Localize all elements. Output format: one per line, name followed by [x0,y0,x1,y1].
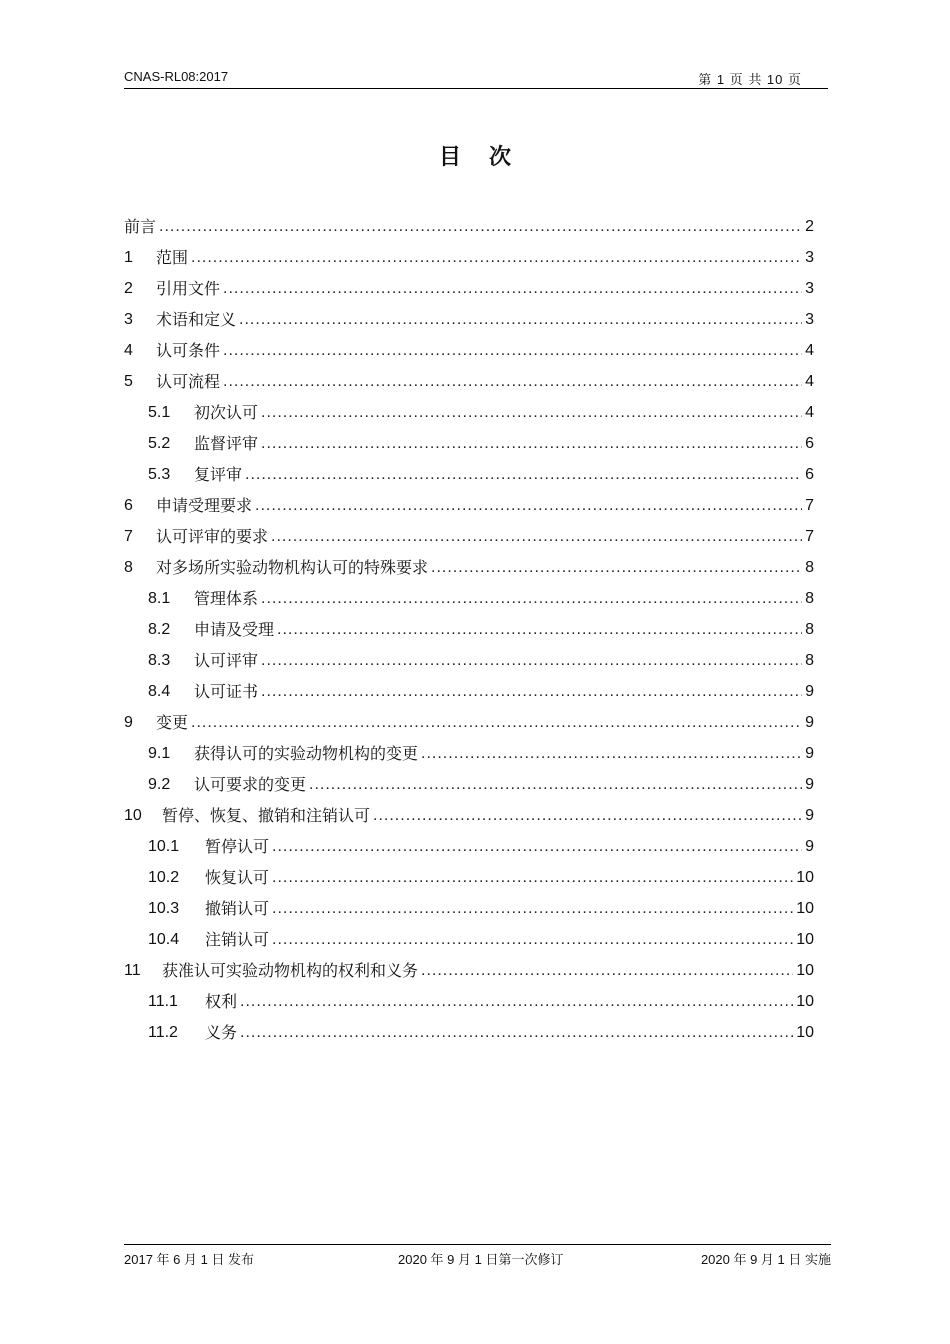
effective-date: 2020 年 9 月 1 日 实施 [700,1252,831,1267]
toc-entry-title: 暂停、恢复、撤销和注销认可 [162,806,371,825]
toc-entry[interactable] [124,888,814,919]
toc-entry-number: 11.1 [148,993,178,1010]
toc-entry-page: 10 [796,869,814,886]
toc-entry-page: 8 [805,621,814,638]
toc-leader-dots [255,496,802,516]
toc-leader-dots [272,837,802,857]
toc-entry[interactable] [124,516,814,547]
toc-entry[interactable] [124,795,814,826]
toc-leader-dots [261,403,802,423]
toc-leader-dots [272,899,793,919]
toc-entry-number: 8.3 [148,652,171,669]
toc-leader-dots [261,434,802,454]
toc-entry[interactable] [124,330,814,361]
toc-entry-number: 6 [124,497,133,514]
toc-entry-page: 4 [805,373,814,390]
toc-leader-dots [271,527,802,547]
toc-entry-page: 4 [805,342,814,359]
toc-entry-number: 2 [124,280,133,297]
toc-entry[interactable] [124,299,814,330]
document-code: CNAS-RL08:2017 [124,69,229,84]
toc-entry-title: 初次认可 [194,403,259,422]
toc-entry-page: 9 [805,807,814,824]
toc-entry-title: 对多场所实验动物机构认可的特殊要求 [156,558,429,577]
toc-leader-dots [431,558,802,578]
toc-leader-dots [239,310,802,330]
toc-entry[interactable] [124,423,814,454]
toc-entry-page: 9 [805,776,814,793]
toc-title: 目次 [438,145,539,170]
toc-entry-title: 引用文件 [156,279,221,298]
toc-leader-dots [240,992,793,1012]
toc-entry-number: 10.4 [148,931,180,948]
toc-leader-dots [223,279,802,299]
toc-entry-title: 恢复认可 [205,868,270,887]
toc-leader-dots [261,651,802,671]
toc-entry-number: 11 [124,962,141,979]
toc-entry-number: 10.1 [148,838,180,855]
toc-entry-title: 注销认可 [205,930,270,949]
toc-entry-page: 10 [796,962,814,979]
toc-entry-page: 10 [796,900,814,917]
toc-entry[interactable] [124,857,814,888]
toc-entry-page: 7 [805,528,814,545]
toc-entry-page: 8 [805,559,814,576]
toc-entry-number: 10.2 [148,869,180,886]
table-of-contents [124,206,814,1043]
toc-entry-number: 8.2 [148,621,171,638]
toc-entry-page: 4 [805,404,814,421]
toc-entry-title: 认可评审 [194,651,259,670]
toc-entry[interactable] [124,764,814,795]
toc-entry-page: 6 [805,435,814,452]
toc-entry-number: 5.2 [148,435,171,452]
toc-entry-title: 获得认可的实验动物机构的变更 [194,744,419,763]
toc-entry-number: 7 [124,528,133,545]
toc-entry[interactable] [124,950,814,981]
toc-entry-title: 撤销认可 [205,899,270,918]
toc-entry-title: 管理体系 [194,589,259,608]
toc-leader-dots [272,868,793,888]
toc-entry[interactable] [124,361,814,392]
toc-leader-dots [421,744,802,764]
toc-entry-page: 9 [805,838,814,855]
toc-leader-dots [309,775,802,795]
toc-entry[interactable] [124,485,814,516]
toc-entry-title: 复评审 [194,465,243,484]
toc-entry-title: 暂停认可 [205,837,270,856]
toc-entry-number: 11.2 [148,1024,178,1041]
toc-entry-number: 5 [124,373,133,390]
toc-entry[interactable] [124,733,814,764]
toc-entry-title: 认可流程 [156,372,221,391]
toc-entry-page: 10 [796,1024,814,1041]
page-footer [124,1244,831,1267]
publish-date: 2017 年 6 月 1 日 发布 [124,1252,255,1267]
toc-entry-title: 认可评审的要求 [156,527,269,546]
toc-entry[interactable] [124,454,814,485]
toc-entry-page: 3 [805,311,814,328]
toc-entry-title: 认可证书 [194,682,259,701]
toc-entry-page: 8 [805,652,814,669]
toc-entry-page: 6 [805,466,814,483]
toc-entry-number: 5.1 [148,404,171,421]
toc-entry-title: 权利 [205,992,238,1011]
toc-entry[interactable] [124,981,814,1012]
toc-leader-dots [240,1023,793,1043]
toc-entry[interactable] [124,578,814,609]
toc-entry[interactable] [124,609,814,640]
toc-entry-page: 9 [805,714,814,731]
toc-leader-dots [277,620,802,640]
toc-entry-number: 5.3 [148,466,171,483]
toc-entry-number: 10 [124,807,142,824]
toc-entry-number: 8 [124,559,133,576]
toc-entry[interactable] [124,1012,814,1043]
page-number-info: 第 1 页 共 10 页 [698,72,802,87]
toc-entry-number: 1 [124,249,133,266]
toc-entry-page: 10 [796,993,814,1010]
toc-leader-dots [261,589,802,609]
toc-entry-title: 申请受理要求 [156,496,253,515]
toc-leader-dots [223,341,802,361]
toc-entry[interactable] [124,392,814,423]
toc-entry-number: 9.1 [148,745,171,762]
toc-entry[interactable] [124,826,814,857]
toc-entry-title: 义务 [205,1023,238,1042]
toc-entry-number: 8.1 [148,590,171,607]
toc-leader-dots [272,930,793,950]
revision-date: 2020 年 9 月 1 日第一次修订 [398,1252,564,1267]
toc-entry-title: 前言 [124,217,157,236]
toc-entry-page: 9 [805,683,814,700]
toc-entry-title: 范围 [156,248,189,267]
toc-entry-page: 3 [805,280,814,297]
toc-entry[interactable] [124,640,814,671]
toc-entry-page: 8 [805,590,814,607]
toc-entry-page: 2 [805,218,814,235]
toc-entry-page: 3 [805,249,814,266]
toc-leader-dots [191,713,802,733]
toc-entry[interactable] [124,268,814,299]
toc-entry-number: 4 [124,342,133,359]
toc-entry-number: 9 [124,714,133,731]
toc-entry-number: 8.4 [148,683,171,700]
toc-entry[interactable] [124,547,814,578]
toc-entry[interactable] [124,237,814,268]
toc-entry-page: 9 [805,745,814,762]
toc-leader-dots [373,806,802,826]
toc-leader-dots [191,248,802,268]
toc-entry-title: 监督评审 [194,434,259,453]
toc-entry-title: 认可条件 [156,341,221,360]
toc-entry[interactable] [124,671,814,702]
toc-entry[interactable] [124,702,814,733]
toc-entry-number: 10.3 [148,900,180,917]
toc-entry-number: 9.2 [148,776,171,793]
toc-entry[interactable] [124,919,814,950]
toc-entry-title: 变更 [156,713,189,732]
toc-entry-number: 3 [124,311,133,328]
toc-entry-title: 术语和定义 [156,310,237,329]
toc-leader-dots [223,372,802,392]
toc-entry-title: 申请及受理 [194,620,275,639]
toc-leader-dots [245,465,802,485]
toc-leader-dots [421,961,793,981]
toc-entry-title: 认可要求的变更 [194,775,307,794]
toc-leader-dots [261,682,802,702]
toc-leader-dots [159,217,802,237]
toc-entry-page: 7 [805,497,814,514]
page-header [124,66,828,89]
toc-entry-page: 10 [796,931,814,948]
toc-entry-title: 获准认可实验动物机构的权利和义务 [162,961,419,980]
toc-entry[interactable] [124,206,814,237]
